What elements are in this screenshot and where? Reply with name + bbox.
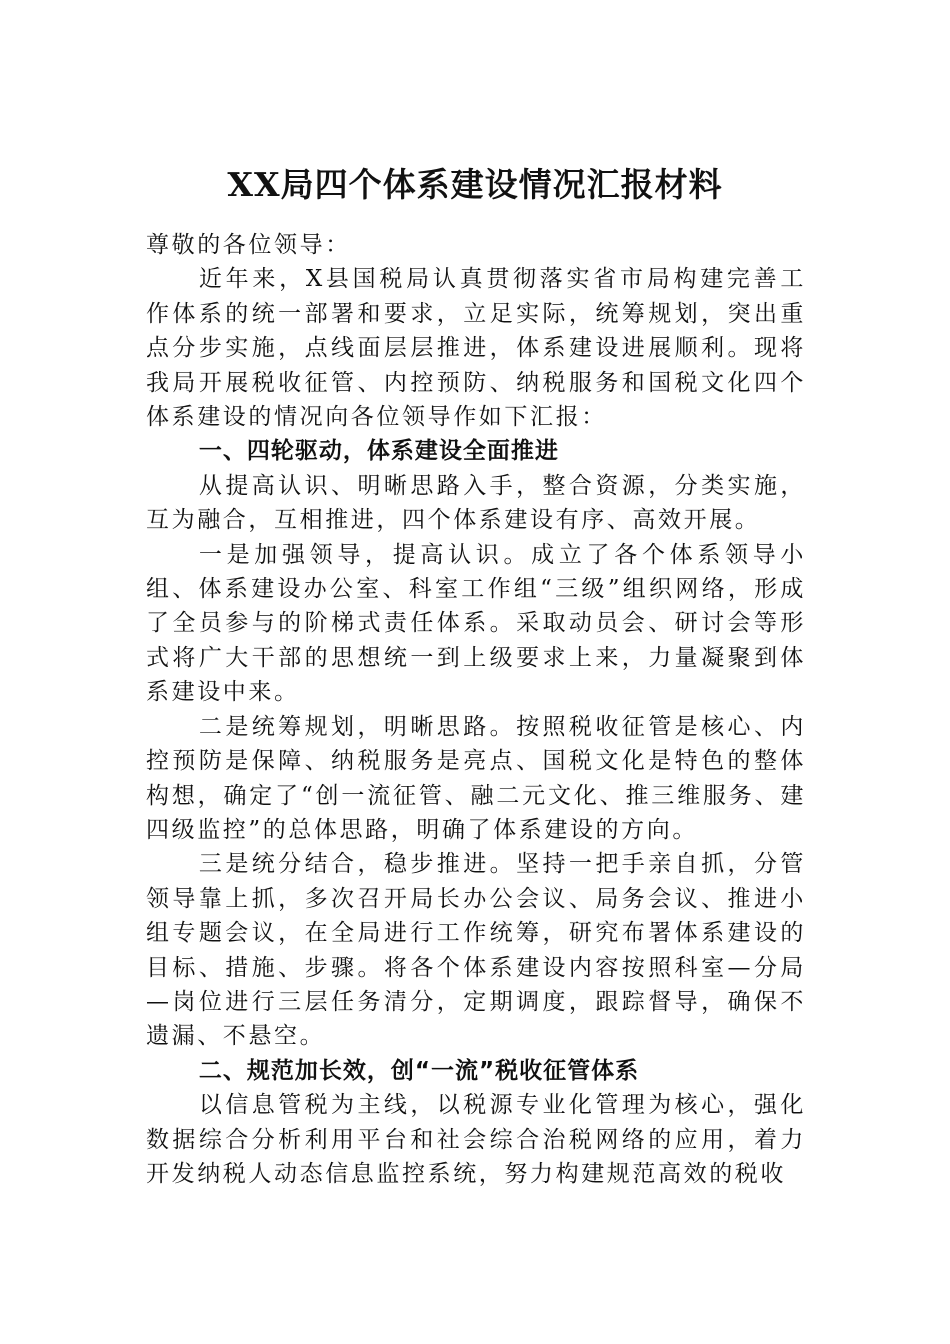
document-title: XX局四个体系建设情况汇报材料 (227, 165, 723, 204)
paragraph-3: 二是统筹规划，明晰思路。按照税收征管是核心、内控预防是保障、纳税服务是亮点、国税文化是特色的整体构想，确定了“创一流征管、融二元文化、推三维服务、建四级监控”的总体思路，明确了体系建设的方向。 (146, 713, 806, 843)
document-body (146, 228, 806, 1191)
paragraph-5: 以信息管税为主线，以税源专业化管理为核心，强化数据综合分析利用平台和社会综合治税网络的应用，着力开发纳税人动态信息监控系统，努力构建规范高效的税收 (146, 1092, 806, 1187)
paragraph-4: 三是统分结合，稳步推进。坚持一把手亲自抓，分管领导靠上抓，多次召开局长办公会议、局务会议、推进小组专题会议，在全局进行工作统筹，研究布署体系建设的目标、措施、步骤。将各个体系建设内容按照科室—分局—岗位进行三层任务清分，定期调度，跟踪督导，确保不遗漏、不悬空。 (146, 851, 806, 1050)
paragraph-2: 一是加强领导，提高认识。成立了各个体系领导小组、体系建设办公室、科室工作组“三级”组织网络，形成了全员参与的阶梯式责任体系。采取动员会、研讨会等形式将广大干部的思想统一到上级要求上来，力量凝聚到体系建设中来。 (146, 541, 806, 706)
salutation: 尊敬的各位领导： (146, 232, 351, 258)
section-heading-1: 一、四轮驱动，体系建设全面推进 (198, 438, 559, 465)
section-heading-2: 二、规范加长效，创“一流”税收征管体系 (198, 1057, 640, 1084)
paragraph-intro: 近年来，X县国税局认真贯彻落实省市局构建完善工作体系的统一部署和要求，立足实际，统筹规划，突出重点分步实施，点线面层层推进，体系建设进展顺利。现将我局开展税收征管、内控预防、纳税服务和国税文化四个体系建设的情况向各位领导作如下汇报： (146, 266, 806, 431)
paragraph-1: 从提高认识、明晰思路入手，整合资源，分类实施，互为融合，互相推进，四个体系建设有序、高效开展。 (146, 472, 806, 534)
